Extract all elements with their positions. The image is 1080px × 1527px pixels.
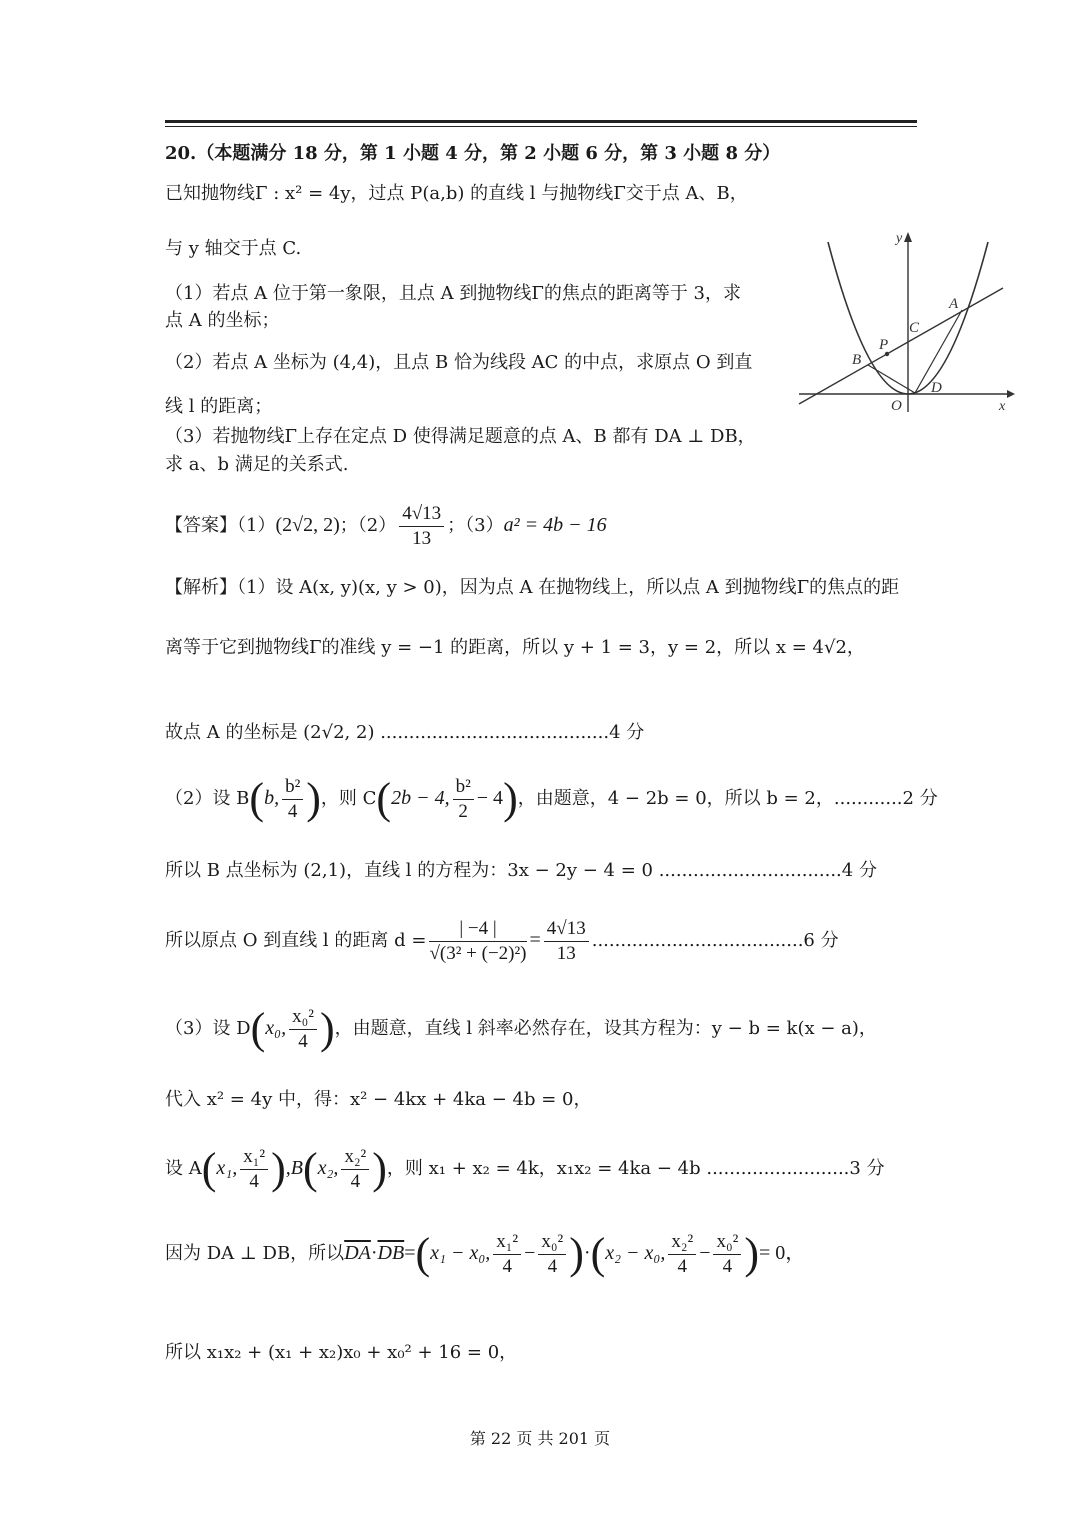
answer-2-denominator: 13 [412, 527, 432, 549]
s9-frac-2 [341, 1145, 369, 1194]
page-footer: 第 22 页 共 201 页 [469, 1429, 611, 1448]
s7-frac [289, 1005, 317, 1054]
question3-line2: 求 a、b 满足的关系式. [165, 454, 349, 475]
paren-close: ) [306, 774, 321, 823]
label-x: x [999, 399, 1006, 414]
s4-frac-c [453, 775, 474, 824]
s10-p2-frac-2-den: 4 [722, 1255, 733, 1277]
y-axis-arrow [904, 232, 912, 242]
s4-then: ，则 C [320, 788, 377, 809]
s9-frac-1-num: x₁² [240, 1145, 268, 1170]
s10-p2-frac-1-den: 4 [677, 1255, 688, 1277]
s10-p1-frac-2 [538, 1230, 566, 1279]
s10-p2-minus: − [699, 1242, 711, 1264]
s4-c-x: 2b − 4, [391, 787, 450, 809]
s10-mid-dot: · [583, 1242, 591, 1264]
solution-line-6 [165, 912, 839, 969]
s7-prefix: （3）设 D [165, 1018, 251, 1039]
paren-close: ) [319, 1004, 335, 1053]
problem-title: 20.（本题满分 18 分，第 1 小题 4 分，第 2 小题 6 分，第 3 小题 8 分） [165, 143, 781, 164]
s10-dot: · [370, 1242, 378, 1264]
solution-line-2: 离等于它到抛物线Γ的准线 y = −1 的距离，所以 y + 1 = 3，y = 2，所以 x = 4√2， [165, 637, 865, 658]
s9-frac-2-den: 4 [350, 1170, 361, 1192]
s6-result-den: 13 [556, 942, 576, 964]
parabola-figure [795, 228, 1017, 418]
s6-result-fraction [544, 917, 589, 966]
label-B: B [852, 352, 862, 368]
solution-line-3: 故点 A 的坐标是 (2√2, 2) ........................................4 分 [165, 722, 645, 743]
s4-frac-b-den: 4 [287, 800, 298, 822]
question3-line1: （3）若抛物线Γ上存在定点 D 使得满足题意的点 A、B 都有 DA ⊥ DB， [165, 426, 756, 447]
x-axis-arrow [1007, 390, 1015, 398]
line-l [799, 288, 1003, 404]
s9-comma-B: ,B [285, 1157, 303, 1179]
solution-line-10 [165, 1225, 805, 1282]
s7-frac-den: 4 [298, 1030, 308, 1052]
label-D: D [931, 380, 942, 396]
s4-prefix: （2）设 B [165, 788, 250, 809]
s7-x0: x₀, [265, 1017, 287, 1039]
s4-minus-4: − 4 [476, 787, 504, 809]
s10-vector-DA: $\overline{DA}$ [344, 1242, 371, 1264]
header-rule-thick [165, 120, 917, 123]
s6-score: .....................................6 分 [591, 930, 839, 951]
paren-open: ( [302, 1144, 318, 1193]
s9-prefix: 设 A [165, 1158, 202, 1179]
answer-1: (2√2, 2) [275, 514, 340, 536]
paren-open: ( [249, 774, 265, 823]
s7-frac-num: x₀² [289, 1005, 317, 1030]
s10-vector-DB: $\overline{DB}$ [377, 1242, 405, 1264]
problem-stem-line2: 与 y 轴交于点 C. [165, 238, 302, 259]
s10-p2-frac-1-num: x₂² [668, 1230, 696, 1255]
label-P: P [879, 337, 889, 353]
s10-p1-x: x₁ − x₀, [430, 1242, 491, 1264]
s9-frac-1 [240, 1145, 268, 1194]
question2-line2: 线 l 的距离； [165, 396, 273, 417]
s6-numerator: | −4 | [429, 917, 526, 942]
solution-line-11: 所以 x₁x₂ + (x₁ + x₂)x₀ + x₀² + 16 = 0， [165, 1342, 518, 1363]
answer-2-fraction [399, 502, 444, 551]
problem-stem-line1: 已知抛物线Γ : x² = 4y，过点 P(a,b) 的直线 l 与抛物线Γ交于点 A、B， [165, 183, 748, 204]
answer-3: a² = 4b − 16 [503, 514, 607, 536]
solution-line-5: 所以 B 点坐标为 (2,1)，直线 l 的方程为：3x − 2y − 4 = 0 ................................4 分 [165, 860, 877, 881]
solution-line-9 [165, 1140, 885, 1197]
question1-line1: （1）若点 A 位于第一象限，且点 A 到抛物线Γ的焦点的距离等于 3，求 [165, 283, 741, 304]
label-C: C [909, 320, 920, 336]
question2-line1: （2）若点 A 坐标为 (4,4)，且点 B 恰为线段 AC 的中点，求原点 O 到直 [165, 352, 753, 373]
answer-2-numerator: 4√13 [399, 502, 444, 527]
s10-p2-frac-2 [713, 1230, 741, 1279]
s10-p2-frac-2-num: x₀² [713, 1230, 741, 1255]
s4-rest: ，由题意，4 − 2b = 0，所以 b = 2，............2 分 [517, 788, 938, 809]
s10-p1-frac-1-den: 4 [502, 1255, 512, 1277]
s9-rest: ，则 x₁ + x₂ = 4k，x₁x₂ = 4ka − 4b .........................3 分 [386, 1158, 885, 1179]
s4-frac-c-den: 2 [458, 800, 468, 822]
s10-p1-minus: − [524, 1242, 536, 1264]
s9-x1: x₁, [216, 1157, 238, 1179]
answer-sep-2: ；（2） [339, 515, 397, 536]
solution-line-8: 代入 x² = 4y 中，得：x² − 4kx + 4ka − 4b = 0， [165, 1089, 592, 1110]
solution-line-7 [165, 1000, 877, 1057]
s6-distance-fraction [429, 917, 526, 966]
s10-prefix: 因为 DA ⊥ DB，所以 [165, 1243, 345, 1264]
s4-frac-b [282, 775, 303, 824]
s4-b: b, [264, 787, 280, 809]
paren-open: ( [590, 1229, 606, 1278]
s10-p1-frac-1-num: x₁² [493, 1230, 521, 1255]
s9-frac-2-num: x₂² [341, 1145, 369, 1170]
header-rule-thin [165, 126, 917, 127]
paren-open: ( [201, 1144, 217, 1193]
solution-line-1: 【解析】（1）设 A(x, y)(x, y > 0)，因为点 A 在抛物线上，所以点 A 到抛物线Γ的焦点的距 [165, 577, 900, 598]
answer-sep-3: ；（3） [447, 515, 504, 536]
paren-close: ) [503, 774, 518, 823]
s4-frac-b-num: b² [282, 775, 303, 800]
paren-open: ( [376, 774, 392, 823]
paren-open: ( [250, 1004, 266, 1053]
s10-p1-frac-2-num: x₀² [538, 1230, 566, 1255]
s6-equals: = [529, 929, 541, 951]
s10-end: = 0， [758, 1242, 806, 1264]
s10-p1-frac-1 [493, 1230, 521, 1279]
paren-close: ) [372, 1144, 387, 1193]
s6-prefix: 所以原点 O 到直线 l 的距离 d = [165, 930, 427, 951]
s6-denominator: √(3² + (−2)²) [429, 942, 527, 964]
s10-equals: = [404, 1242, 416, 1264]
s10-p2-x: x₂ − x₀, [605, 1242, 666, 1264]
paren-close: ) [569, 1229, 584, 1278]
s4-frac-c-num: b² [453, 775, 474, 800]
answer-prefix: 【答案】（1） [165, 515, 276, 536]
paren-open: ( [415, 1229, 431, 1278]
s10-p1-frac-2-den: 4 [547, 1255, 558, 1277]
s7-rest: ，由题意，直线 l 斜率必然存在，设其方程为：y − b = k(x − a)， [334, 1018, 877, 1039]
label-O: O [891, 398, 902, 414]
paren-close: ) [744, 1229, 759, 1278]
s9-x2: x₂, [317, 1157, 339, 1179]
solution-line-4 [165, 770, 938, 827]
label-A: A [949, 296, 959, 312]
paren-close: ) [271, 1144, 286, 1193]
s6-result-num: 4√13 [544, 917, 589, 942]
s9-frac-1-den: 4 [249, 1170, 259, 1192]
answer-line [165, 500, 607, 551]
question1-line2: 点 A 的坐标； [165, 310, 280, 331]
label-y: y [896, 231, 903, 246]
s10-p2-frac-1 [668, 1230, 696, 1279]
